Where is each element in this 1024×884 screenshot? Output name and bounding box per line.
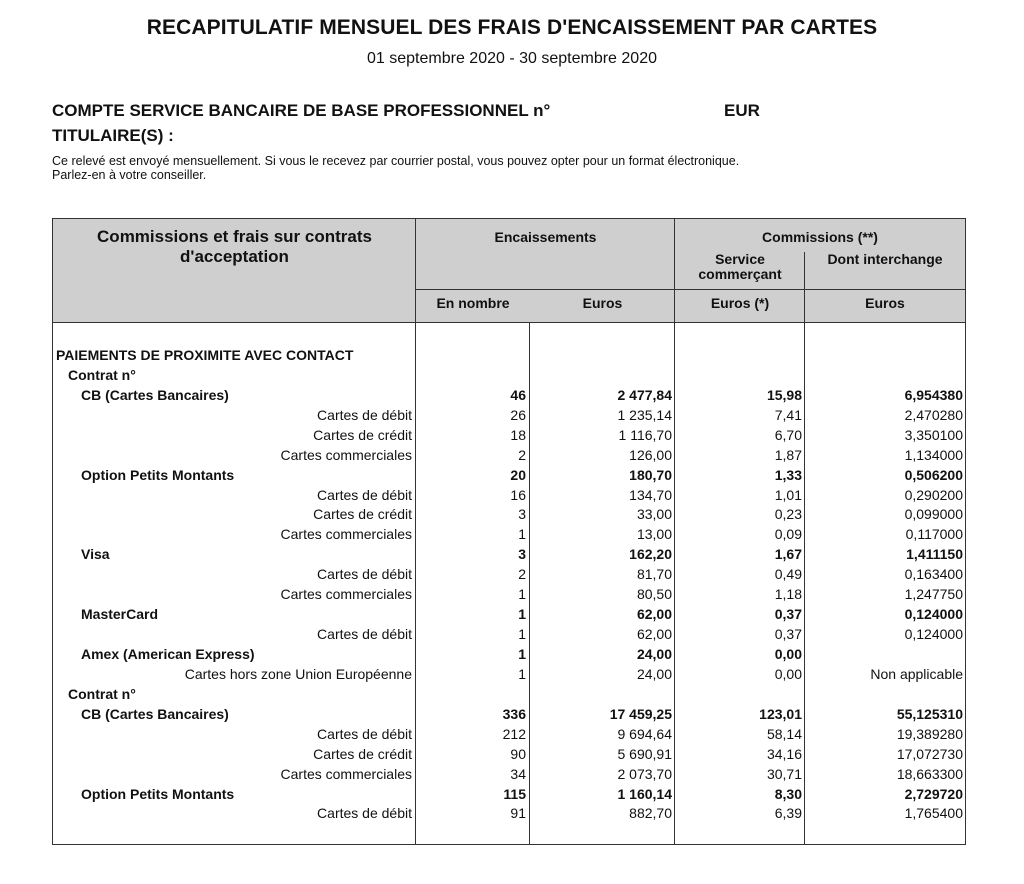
cell-service: 34,16 (766, 745, 802, 762)
fees-table (52, 218, 966, 845)
cell-euros: 17 459,25 (609, 705, 672, 722)
cell-service: 30,71 (766, 765, 802, 782)
card-network-label: CB (Cartes Bancaires) (81, 705, 229, 722)
table-row (53, 644, 965, 664)
cell-euros: 162,20 (629, 546, 672, 563)
cell-interchange: 0,124000 (904, 606, 963, 623)
cell-nombre: 115 (503, 785, 526, 802)
cell-service: 6,39 (774, 805, 802, 822)
cell-interchange: 0,506200 (904, 466, 963, 483)
cell-euros: 33,00 (636, 506, 672, 523)
cell-service: 7,41 (774, 406, 802, 423)
cell-interchange: 0,290200 (904, 486, 963, 503)
card-type-label: Cartes de débit (317, 805, 412, 822)
table-row (53, 803, 965, 823)
cell-interchange: 0,163400 (904, 566, 963, 583)
card-network-label: CB (Cartes Bancaires) (81, 386, 229, 403)
cell-service: 0,00 (774, 665, 802, 682)
table-row (53, 604, 965, 624)
holder-label: TITULAIRE(S) : (52, 126, 174, 145)
cell-nombre: 91 (510, 805, 526, 822)
card-network-label: Option Petits Montants (81, 785, 235, 802)
cell-nombre: 46 (510, 386, 526, 403)
cell-service: 1,67 (774, 546, 802, 563)
cell-euros: 62,00 (636, 626, 672, 642)
cell-nombre: 1 (518, 626, 526, 642)
cell-euros: 1 116,70 (618, 426, 672, 443)
card-type-label: Cartes de crédit (313, 506, 412, 523)
cell-interchange: Non applicable (870, 665, 963, 682)
card-type-label: Cartes de débit (317, 406, 412, 423)
cell-euros: 13,00 (636, 526, 672, 543)
cell-nombre: 1 (518, 665, 526, 682)
contract-label: Contrat n° (68, 685, 136, 702)
cell-service: 0,37 (774, 626, 802, 642)
cell-nombre: 90 (510, 745, 526, 762)
table-row (53, 445, 965, 465)
table-row (53, 584, 965, 604)
card-type-label: Cartes commerciales (280, 586, 412, 603)
cell-euros: 180,70 (629, 466, 672, 483)
header-commissions: Commissions (**) (762, 229, 878, 245)
table-row (53, 544, 965, 564)
table-row (53, 465, 965, 485)
table-row (53, 524, 965, 544)
cell-interchange: 1,411150 (906, 546, 963, 563)
cell-interchange: 6,954380 (904, 386, 963, 403)
cell-euros: 81,70 (636, 566, 672, 583)
cell-euros: 134,70 (629, 486, 672, 503)
header-euros-interchange: Euros (865, 295, 905, 311)
cell-interchange: 1,134000 (904, 446, 963, 463)
card-type-label: Cartes de débit (317, 725, 412, 742)
note-line-1: Ce relevé est envoyé mensuellement. Si vous le recevez par courrier postal, vous pouvez opter pour un format électronique. (52, 154, 740, 168)
cell-euros: 126,00 (629, 446, 672, 463)
table-row (53, 784, 965, 804)
header-dont-interchange: Dont interchange (827, 251, 943, 267)
table-row (53, 425, 965, 445)
card-network-label: MasterCard (81, 606, 159, 623)
section-label: PAIEMENTS DE PROXIMITE AVEC CONTACT (56, 347, 354, 363)
cell-service: 1,18 (774, 586, 802, 603)
cell-nombre: 336 (502, 705, 526, 722)
header-divider (416, 289, 965, 290)
cell-interchange: 1,247750 (904, 586, 963, 603)
cell-euros: 2 073,70 (617, 765, 672, 782)
header-service-commercant: Service commerçant (698, 251, 782, 282)
cell-nombre: 1 (518, 526, 526, 543)
card-type-label: Cartes de crédit (313, 426, 412, 443)
cell-service: 0,49 (774, 566, 802, 583)
account-currency: EUR (724, 101, 760, 120)
document-title: RECAPITULATIF MENSUEL DES FRAIS D'ENCAISSEMENT PAR CARTES (146, 16, 878, 39)
cell-interchange: 0,117000 (905, 526, 963, 543)
cell-service: 8,30 (774, 785, 802, 802)
cell-euros: 1 235,14 (617, 406, 672, 423)
statement-note (52, 155, 812, 182)
card-type-label: Cartes hors zone Union Européenne (184, 665, 412, 682)
table-row (53, 504, 965, 524)
cell-euros: 882,70 (629, 805, 672, 822)
cell-service: 123,01 (759, 705, 802, 722)
cell-nombre: 26 (510, 406, 526, 423)
header-encaissements: Encaissements (494, 229, 597, 245)
cell-nombre: 2 (518, 446, 526, 463)
cell-service: 1,33 (774, 466, 802, 483)
cell-service: 1,87 (774, 446, 802, 463)
table-row (53, 724, 965, 744)
card-type-label: Cartes commerciales (280, 526, 412, 543)
cell-nombre: 2 (518, 566, 526, 583)
cell-service: 15,98 (766, 386, 802, 403)
card-type-label: Cartes de débit (317, 486, 412, 503)
table-row (53, 664, 965, 684)
card-type-label: Cartes de débit (317, 566, 412, 583)
cell-euros: 1 160,14 (617, 785, 672, 802)
cell-service: 0,37 (774, 606, 802, 623)
cell-nombre: 1 (518, 606, 526, 623)
cell-euros: 80,50 (636, 586, 672, 603)
table-row (53, 345, 965, 365)
card-network-label: Amex (American Express) (81, 645, 255, 662)
card-network-label: Option Petits Montants (81, 466, 235, 483)
table-row (53, 624, 965, 644)
cell-interchange: 0,124000 (904, 626, 963, 642)
cell-nombre: 18 (510, 426, 526, 443)
cell-service: 0,23 (774, 506, 802, 523)
cell-euros: 9 694,64 (617, 725, 672, 742)
table-row (53, 744, 965, 764)
card-type-label: Cartes commerciales (280, 765, 412, 782)
cell-interchange: 17,072730 (896, 745, 963, 762)
cell-euros: 5 690,91 (617, 745, 672, 762)
cell-nombre: 3 (518, 506, 526, 523)
header-en-nombre: En nombre (436, 295, 510, 311)
cell-interchange: 2,729720 (904, 785, 963, 802)
card-type-label: Cartes de débit (317, 626, 412, 642)
account-label: COMPTE SERVICE BANCAIRE DE BASE PROFESSIONNEL n° (52, 101, 551, 120)
cell-service: 0,09 (774, 526, 802, 543)
table-row (53, 405, 965, 425)
table-row (53, 385, 965, 405)
contract-label: Contrat n° (68, 366, 136, 383)
table-row (53, 684, 965, 704)
table-row (53, 365, 965, 385)
table-row (53, 704, 965, 724)
card-type-label: Cartes de crédit (313, 745, 412, 762)
cell-interchange: 55,125310 (896, 705, 963, 722)
cell-service: 0,00 (774, 645, 802, 662)
cell-interchange: 0,099000 (904, 506, 963, 523)
table-row (53, 564, 965, 584)
cell-interchange: 2,470280 (904, 406, 963, 423)
cell-nombre: 212 (502, 725, 526, 742)
header-commissions-frais: Commissions et frais sur contrats d'acceptation (97, 227, 372, 266)
table-header (53, 219, 965, 323)
cell-interchange: 18,663300 (896, 765, 963, 782)
header-euros: Euros (582, 295, 623, 311)
cell-nombre: 3 (518, 546, 526, 563)
cell-nombre: 1 (518, 586, 526, 603)
cell-nombre: 34 (510, 765, 526, 782)
cell-service: 6,70 (774, 426, 802, 443)
header-euros-service: Euros (*) (710, 295, 770, 311)
card-network-label: Visa (81, 546, 110, 563)
cell-euros: 2 477,84 (617, 386, 672, 403)
cell-euros: 24,00 (636, 645, 672, 662)
cell-interchange: 1,765400 (904, 805, 963, 822)
cell-service: 1,01 (774, 486, 802, 503)
cell-euros: 62,00 (636, 606, 672, 623)
cell-euros: 24,00 (636, 665, 672, 682)
cell-nombre: 20 (510, 466, 526, 483)
note-line-2: Parlez-en à votre conseiller. (52, 167, 207, 182)
table-row (53, 764, 965, 784)
cell-interchange: 3,350100 (904, 426, 963, 443)
cell-interchange: 19,389280 (896, 725, 963, 742)
cell-nombre: 16 (510, 486, 526, 503)
cell-service: 58,14 (766, 725, 802, 742)
card-type-label: Cartes commerciales (280, 446, 412, 463)
cell-nombre: 1 (518, 645, 526, 662)
statement-period: 01 septembre 2020 - 30 septembre 2020 (367, 50, 657, 67)
table-row (53, 485, 965, 505)
